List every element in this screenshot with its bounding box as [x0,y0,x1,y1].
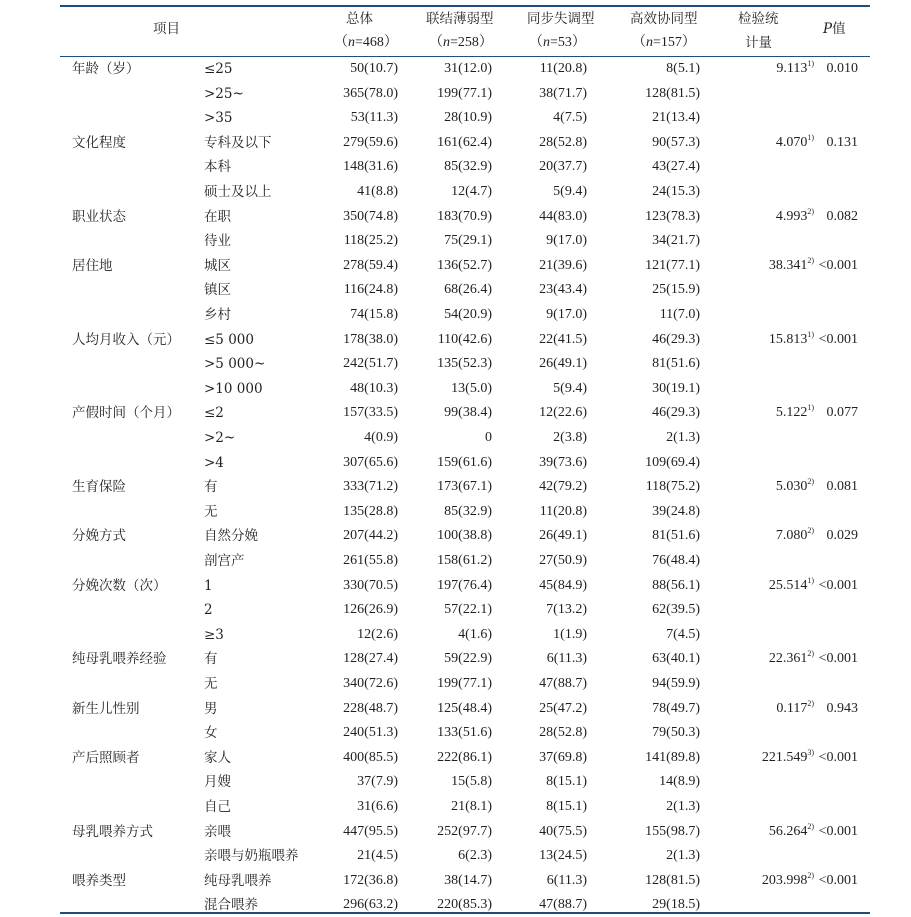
cell-group2: 5(9.4) [553,184,587,199]
level-label: 乡村 [204,307,231,323]
footnote-marker: 1) [807,329,814,339]
header-p-value: P值 [823,21,846,37]
header-group2: 同步失调型 [527,11,595,27]
cell-group3: 109(69.4) [645,454,700,470]
footnote-marker: 2) [807,649,814,659]
p-value: 0.029 [826,528,858,544]
cell-total: 53(11.3) [350,110,398,126]
cell-group3: 62(39.5) [652,602,700,618]
cell-group2: 40(75.5) [539,823,587,839]
cell-group1: 31(12.0) [444,61,492,76]
cell-group3: 118(75.2) [645,479,700,495]
cell-group1: 197(76.4) [437,577,492,593]
cell-group1: 222(86.1) [437,749,492,765]
cell-group3: 46(29.3) [652,405,700,421]
test-statistic: 15.813$^{1)}$ [768,329,814,347]
header-total-n: （n=468） [334,35,398,50]
cell-group3: 46(29.3) [652,331,700,347]
cell-total: 296(63.2) [343,897,398,913]
p-value: 0.077 [826,405,858,421]
level-label: >35 [204,110,233,127]
cell-group3: 90(57.3) [652,134,700,150]
cell-group1: 159(61.6) [437,454,492,470]
cell-group2: 39(73.6) [539,454,587,470]
test-statistic: 0.117$^{2)}$ [776,698,814,716]
cell-total: 242(51.7) [343,356,398,372]
footnote-marker: 2) [807,870,814,880]
cell-total: 41(8.8) [357,184,398,199]
cell-group1: 183(70.9) [437,208,492,224]
level-label: 本科 [204,159,231,176]
cell-group1: 173(67.1) [437,479,492,495]
cell-group1: 158(61.2) [437,553,492,568]
cell-group2: 11(20.8) [539,503,587,519]
cell-group1: 100(38.8) [437,528,492,544]
cell-group2: 26(49.1) [539,528,587,544]
cell-group3: 21(13.4) [652,110,700,126]
header-item: 项目 [153,21,180,37]
p-value: <0.001 [818,872,858,888]
cell-total: 116(24.8) [343,282,398,298]
cell-total: 128(27.4) [343,651,398,667]
cell-group3: 30(19.1) [652,380,700,396]
level-label: >5 000~ [204,356,266,373]
header-stat-line1: 检验统 [738,11,779,27]
cell-group3: 81(51.6) [652,528,700,544]
cell-group3: 81(51.6) [652,356,700,372]
cell-total: 207(44.2) [343,528,398,544]
cell-total: 400(85.5) [343,749,398,765]
cell-group3: 79(50.3) [652,725,700,741]
footnote-marker: 2) [807,698,814,708]
p-value: <0.001 [818,331,858,347]
footnote-marker: 1) [807,575,814,585]
level-label: 有 [204,479,218,496]
cell-group3: 155(98.7) [645,823,700,839]
cell-group2: 22(41.5) [539,331,587,347]
cell-group2: 20(37.7) [539,159,587,175]
level-label: 月嫂 [204,774,231,791]
cell-group1: 54(20.9) [444,307,492,322]
cell-group2: 27(50.9) [539,553,587,568]
level-label: ≤5 000 [204,331,254,348]
test-statistic: 25.514$^{1)}$ [768,575,814,593]
cell-group2: 5(9.4) [553,380,587,396]
level-label: ≤2 [204,405,224,422]
variable-label: 新生儿性别 [72,700,140,717]
level-label: 女 [204,725,218,742]
cell-group1: 28(10.9) [444,110,492,126]
cell-group1: 38(14.7) [444,872,492,888]
test-statistic: 4.070$^{1)}$ [775,132,814,150]
level-label: ≥3 [204,626,224,643]
cell-group2: 38(71.7) [539,85,587,101]
cell-group2: 45(84.9) [539,577,587,593]
p-value: <0.001 [818,577,858,593]
cell-group3: 43(27.4) [652,159,700,175]
cell-group1: 12(4.7) [451,184,492,199]
cell-group1: 85(32.9) [444,159,492,175]
cell-group2: 8(15.1) [546,799,587,814]
cell-group3: 29(18.5) [652,897,700,913]
cell-group2: 4(7.5) [553,110,587,126]
cell-total: 178(38.0) [343,331,398,347]
cell-group1: 21(8.1) [451,799,492,814]
cell-total: 240(51.3) [343,725,398,741]
test-statistic: 56.264$^{2)}$ [768,821,814,839]
test-statistic: 221.549$^{3)}$ [761,747,814,765]
level-label: 专科及以下 [204,134,272,151]
cell-group3: 24(15.3) [652,184,700,199]
footnote-marker: 2) [807,821,814,831]
level-label: 镇区 [204,282,231,299]
cell-group3: 121(77.1) [645,257,700,273]
cell-group2: 8(15.1) [546,774,587,790]
header-rule [60,56,870,57]
level-label: >10 000 [204,380,263,397]
test-statistic: 9.113$^{1)}$ [776,59,814,76]
level-label: 在职 [204,208,231,225]
cell-total: 307(65.6) [343,454,398,470]
level-label: 亲喂 [204,823,231,840]
level-label: 纯母乳喂养 [204,872,272,889]
cell-total: 278(59.4) [343,257,398,273]
cell-group2: 37(69.8) [539,749,587,765]
cell-group1: 136(52.7) [437,257,492,273]
p-value: 0.943 [826,700,858,716]
cell-group3: 128(81.5) [645,85,700,101]
level-label: 男 [204,700,218,717]
test-statistic: 22.361$^{2)}$ [768,649,814,667]
p-value: <0.001 [818,257,858,273]
header-group1: 联结薄弱型 [426,11,494,27]
level-label: 混合喂养 [204,897,258,914]
cell-total: 350(74.8) [343,208,398,224]
cell-group1: 4(1.6) [458,626,492,642]
cell-group3: 25(15.9) [652,282,700,298]
cell-group2: 7(13.2) [546,602,587,618]
cell-total: 126(26.9) [343,602,398,618]
cell-total: 365(78.0) [343,85,398,101]
cell-group2: 13(24.5) [539,848,587,864]
cell-total: 118(25.2) [343,233,398,249]
cell-group2: 26(49.1) [539,356,587,372]
cell-group3: 2(1.3) [666,799,700,814]
level-label: 亲喂与奶瓶喂养 [204,848,299,865]
cell-group1: 199(77.1) [437,676,492,691]
level-label: 无 [204,676,218,692]
level-label: 自然分娩 [204,528,258,545]
level-label: 自己 [204,799,231,815]
cell-group3: 63(40.1) [652,651,700,667]
cell-group3: 94(59.9) [652,676,700,691]
variable-label: 分娩方式 [72,528,126,545]
level-label: >4 [204,454,224,471]
cell-group1: 199(77.1) [437,85,492,101]
p-value: 0.131 [826,134,858,150]
cell-total: 50(10.7) [350,61,398,76]
level-label: 2 [204,602,213,619]
level-label: >2~ [204,430,236,446]
cell-group1: 75(29.1) [444,233,492,249]
cell-group2: 47(88.7) [539,676,587,691]
p-value: <0.001 [818,823,858,839]
footnote-marker: 1) [807,132,814,142]
p-value: <0.001 [818,651,858,667]
cell-total: 228(48.7) [343,700,398,716]
level-label: 待业 [204,233,231,250]
variable-label: 文化程度 [72,134,126,151]
cell-total: 4(0.9) [364,430,398,445]
test-statistic: 38.341$^{2)}$ [768,255,814,273]
level-label: 无 [204,503,218,520]
cell-group3: 14(8.9) [659,774,700,790]
cell-total: 37(7.9) [357,774,398,790]
footnote-marker: 3) [807,747,814,757]
cell-group2: 44(83.0) [539,208,587,224]
cell-group2: 42(79.2) [539,479,587,495]
footnote-marker: 1) [807,403,814,413]
p-value: <0.001 [818,749,858,765]
cell-group1: 161(62.4) [437,134,492,150]
cell-group1: 68(26.4) [444,282,492,298]
cell-group3: 7(4.5) [666,626,700,642]
cell-group3: 2(1.3) [666,848,700,864]
cell-group3: 78(49.7) [652,700,700,716]
cell-group1: 135(52.3) [437,356,492,372]
cell-group3: 88(56.1) [652,577,700,593]
cell-group2: 12(22.6) [539,405,587,421]
cell-total: 447(95.5) [343,823,398,839]
header-group3-n: （n=157） [632,35,696,50]
footnote-marker: 2) [807,255,814,265]
level-label: 1 [204,577,213,594]
cell-total: 48(10.3) [350,380,398,396]
variable-label: 年龄（岁） [72,61,140,77]
variable-label: 产假时间（个月） [72,405,180,422]
cell-group2: 9(17.0) [546,307,587,322]
cell-group3: 141(89.8) [645,749,700,765]
cell-total: 31(6.6) [357,799,398,814]
cell-group2: 21(39.6) [539,257,587,273]
level-label: 城区 [204,257,231,274]
variable-label: 居住地 [72,257,113,274]
footnote-marker: 2) [807,526,814,536]
cell-group2: 47(88.7) [539,897,587,913]
cell-group1: 6(2.3) [458,848,492,864]
level-label: 剖宫产 [204,553,245,569]
cell-total: 340(72.6) [343,676,398,691]
cell-group3: 34(21.7) [652,233,700,249]
header-group1-n: （n=258） [429,35,493,50]
cell-total: 330(70.5) [343,577,398,593]
variable-label: 职业状态 [72,208,126,225]
variable-label: 生育保险 [72,479,126,496]
cell-total: 74(15.8) [350,307,398,322]
level-label: >25~ [204,85,244,102]
header-stat-line2: 计量 [745,35,772,51]
cell-group1: 13(5.0) [451,380,492,396]
cell-group2: 6(11.3) [546,651,587,667]
level-label: 家人 [204,749,231,766]
cell-group1: 252(97.7) [437,823,492,839]
footnote-marker: 1) [807,59,814,68]
cell-group1: 57(22.1) [444,602,492,618]
cell-group2: 28(52.8) [539,134,587,150]
variable-label: 产后照顾者 [72,749,140,766]
test-statistic: 203.998$^{2)}$ [761,870,814,888]
cell-group1: 15(5.8) [451,774,492,790]
cell-total: 279(59.6) [343,134,398,150]
variable-label: 母乳喂养方式 [72,823,153,840]
cell-group3: 76(48.4) [652,553,700,568]
level-label: ≤25 [204,61,233,77]
cell-total: 261(55.8) [343,553,398,568]
header-group3: 高效协同型 [630,11,698,27]
header-total: 总体 [346,11,373,27]
cell-total: 148(31.6) [343,159,398,175]
cell-group1: 59(22.9) [444,651,492,667]
header-group2-n: （n=53） [529,35,586,50]
cell-total: 333(71.2) [343,479,398,495]
p-value: 0.082 [826,208,858,224]
variable-label: 纯母乳喂养经验 [72,651,167,668]
cell-group3: 11(7.0) [659,307,700,322]
test-statistic: 7.080$^{2)}$ [775,526,814,544]
cell-group2: 11(20.8) [539,61,587,76]
cell-group1: 99(38.4) [444,405,492,421]
cell-total: 12(2.6) [357,626,398,642]
p-value: 0.010 [826,61,858,76]
cell-group3: 128(81.5) [645,872,700,888]
cell-group1: 110(42.6) [437,331,492,347]
cell-group2: 9(17.0) [546,233,587,249]
variable-label: 分娩次数（次） [72,577,167,594]
cell-group3: 8(5.1) [666,61,700,76]
cell-group1: 133(51.6) [437,725,492,741]
level-label: 有 [204,651,218,668]
cell-group2: 6(11.3) [546,872,587,888]
cell-total: 21(4.5) [357,848,398,864]
footnote-marker: 2) [807,206,814,216]
cell-group3: 123(78.3) [645,208,700,224]
cell-group1: 0 [485,430,492,445]
top-rule [60,5,870,7]
cell-group3: 2(1.3) [666,430,700,445]
level-label: 硕士及以上 [204,184,272,200]
cell-group2: 23(43.4) [539,282,587,298]
variable-label: 人均月收入（元） [72,331,180,348]
cell-group1: 220(85.3) [437,897,492,913]
cell-group2: 2(3.8) [553,430,587,445]
cell-group2: 1(1.9) [553,626,587,642]
cell-group2: 25(47.2) [539,700,587,716]
cell-group1: 125(48.4) [437,700,492,716]
cell-total: 172(36.8) [343,872,398,888]
cell-total: 135(28.8) [343,503,398,519]
cell-total: 157(33.5) [343,405,398,421]
test-statistic: 5.122$^{1)}$ [775,403,814,421]
test-statistic: 4.993$^{2)}$ [775,206,814,224]
cell-group1: 85(32.9) [444,503,492,519]
variable-label: 喂养类型 [72,872,126,889]
p-value: 0.081 [826,479,858,495]
test-statistic: 5.030$^{2)}$ [775,477,814,495]
cell-group3: 39(24.8) [652,503,700,519]
footnote-marker: 2) [807,477,814,487]
cell-group2: 28(52.8) [539,725,587,741]
